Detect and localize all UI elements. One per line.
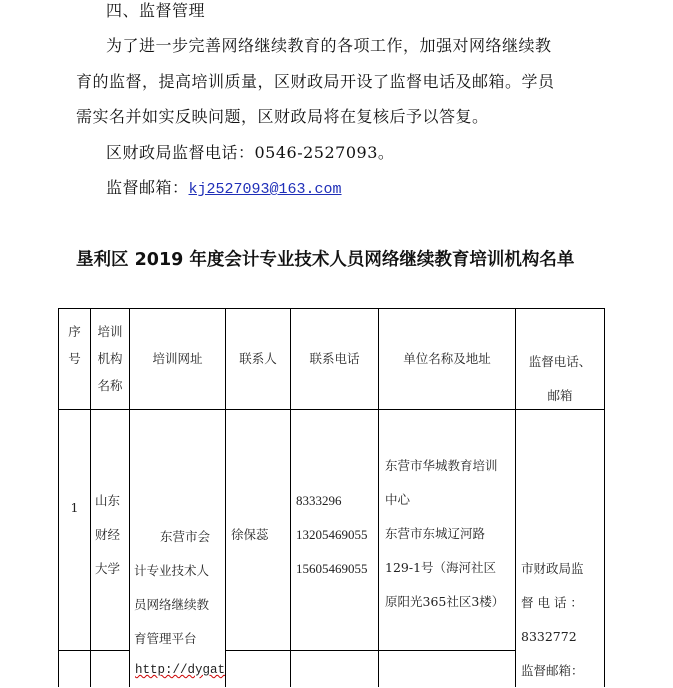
row1-phone: 13205469055 xyxy=(296,527,368,542)
row1-platform-line: 育管理平台 xyxy=(134,631,197,646)
row1-org-line: 大学 xyxy=(95,561,121,576)
row1-supervise-line: 监督邮箱： xyxy=(521,663,584,678)
row1-platform-line: 员网络继续教 xyxy=(134,597,210,612)
header-seq-line: 号 xyxy=(68,351,81,366)
header-contact: 联系人 xyxy=(239,351,277,366)
header-unit: 单位名称及地址 xyxy=(403,351,491,366)
row1-unit-line: 东营市华城教育培训 xyxy=(385,458,498,473)
col-line-7 xyxy=(604,308,605,687)
header-org xyxy=(91,318,129,399)
header-org-line: 培训 xyxy=(97,324,123,339)
row1-supervise xyxy=(521,552,604,688)
header-seq xyxy=(59,318,90,372)
supervision-phone: 区财政局监督电话：0546-2527093。 xyxy=(106,143,395,162)
table-title: 垦利区 2019 年度会计专业技术人员网络继续教育培训机构名单 xyxy=(76,250,575,270)
row1-supervise-line: 督 电 话 ： xyxy=(521,595,583,610)
row1-phone: 15605469055 xyxy=(296,561,368,576)
header-seq-line: 序 xyxy=(68,324,81,339)
paragraph-line-3: 需实名并如实反映问题，区财政局将在复核后予以答复。 xyxy=(76,107,489,126)
supervision-email-row xyxy=(106,178,342,200)
row-divider-seq xyxy=(58,650,90,651)
row-divider-mid xyxy=(225,650,515,651)
row1-platform xyxy=(134,520,225,656)
row1-supervise-line: 8332772 xyxy=(521,629,577,644)
row1-unit-line: 东营市东城辽河路 xyxy=(385,526,486,541)
row1-unit-line: 129-1号（海河社区 xyxy=(385,560,497,575)
row1-unit-line: 中心 xyxy=(385,492,411,507)
email-link[interactable]: kj2527093@163.com xyxy=(188,181,342,198)
email-label: 监督邮箱： xyxy=(106,178,189,197)
row1-unit-line: 原阳光365社区3楼） xyxy=(385,594,505,609)
row1-org xyxy=(95,484,129,586)
row1-platform-line: 计专业技术人 xyxy=(134,563,210,578)
row1-phone: 8333296 xyxy=(296,493,342,508)
header-org-line: 名称 xyxy=(97,378,123,393)
paragraph-line-1: 为了进一步完善网络继续教育的各项工作，加强对网络继续教 xyxy=(106,36,552,55)
row1-supervise-line: 市财政局监 xyxy=(521,561,584,576)
row-divider-org xyxy=(90,650,129,651)
row1-org-line: 财经 xyxy=(95,527,121,542)
section-heading: 四、监督管理 xyxy=(106,1,206,20)
row1-org-line: 山东 xyxy=(95,493,121,508)
row1-unit xyxy=(385,449,515,619)
row1-seq: 1 xyxy=(70,500,79,515)
row1-contact: 徐保蕊 xyxy=(231,527,269,542)
row1-phones xyxy=(296,484,378,586)
header-supervise xyxy=(516,345,604,413)
row1-url[interactable]: http://dygat xyxy=(135,663,226,677)
paragraph-line-2: 育的监督，提高培训质量，区财政局开设了监督电话及邮箱。学员 xyxy=(76,72,555,91)
header-supervise-line: 邮箱 xyxy=(547,388,573,403)
header-url: 培训网址 xyxy=(152,351,203,366)
header-supervise-line: 监督电话、 xyxy=(528,354,592,369)
header-org-line: 机构 xyxy=(97,351,123,366)
row1-platform-line: 东营市会 xyxy=(160,529,211,544)
header-phone: 联系电话 xyxy=(309,351,360,366)
